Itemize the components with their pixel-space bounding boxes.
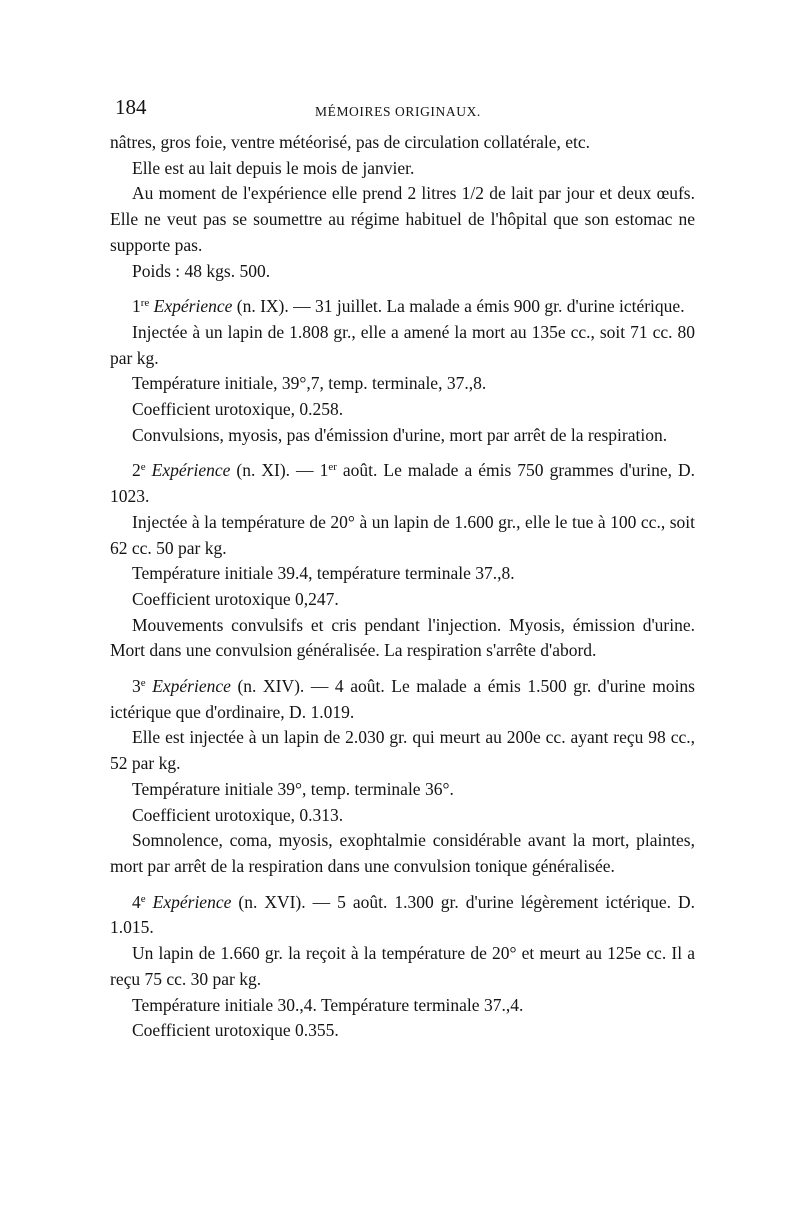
experience-heading-text: (n. IX). — 31 juillet. La malade a émis 900 gr. d'urine ictérique. bbox=[232, 296, 685, 317]
ordinal-suffix: e bbox=[140, 677, 146, 690]
experience-paragraph: Somnolence, coma, myosis, exophtalmie considérable avant la mort, plaintes, mort par arrêt de la respiration dans une convulsion tonique généralisée. bbox=[110, 830, 695, 876]
experience-paragraph: Un lapin de 1.660 gr. la reçoit à la température de 20° et meurt au 125e cc. Il a reçu 75 cc. 30 par kg. bbox=[110, 943, 695, 989]
intro-paragraph: Elle est au lait depuis le mois de janvier. bbox=[132, 157, 415, 178]
experience-paragraph: Coefficient urotoxique, 0.313. bbox=[132, 804, 344, 825]
experience-paragraph: Température initiale 39.4, température terminale 37.,8. bbox=[132, 563, 515, 584]
ordinal-suffix: e bbox=[140, 892, 146, 905]
page-number: 184 bbox=[115, 95, 147, 119]
experience-number: 3 bbox=[132, 676, 141, 697]
intro-paragraph: nâtres, gros foie, ventre météorisé, pas de circulation collatérale, etc. bbox=[110, 132, 591, 152]
experience-paragraph: Elle est injectée à un lapin de 2.030 gr. qui meurt au 200e cc. ayant reçu 98 cc., 52 par kg. bbox=[110, 727, 695, 774]
experience-heading-text: (n. XI). — 1 bbox=[230, 460, 329, 481]
experience-paragraph: Coefficient urotoxique, 0.258. bbox=[132, 399, 344, 420]
ordinal-suffix: e bbox=[140, 461, 146, 474]
experience-heading bbox=[110, 674, 695, 725]
experience-heading-text: (n. XIV). — 4 août. Le malade a émis 1.500 gr. d'urine moins ictérique que d'ordinaire, D. 1.019. bbox=[110, 676, 695, 722]
experience-paragraph: Convulsions, myosis, pas d'émission d'urine, mort par arrêt de la respiration. bbox=[132, 424, 668, 445]
experience-paragraph: Coefficient urotoxique 0.355. bbox=[132, 1020, 339, 1041]
experience-label: Expérience bbox=[153, 296, 233, 317]
experience-heading-text: (n. XVI). — 5 août. 1.300 gr. d'urine légèrement ictérique. D. 1.015. bbox=[110, 891, 696, 938]
experience-number: 2 bbox=[132, 460, 141, 481]
body-text bbox=[110, 130, 695, 1044]
running-title: MÉMOIRES ORIGINAUX. bbox=[315, 104, 481, 119]
page-header bbox=[115, 95, 700, 125]
experience-heading-text: août. Le malade a émis 750 grammes d'urine, D. 1023. bbox=[110, 460, 696, 507]
experience-number: 4 bbox=[132, 891, 141, 912]
experience-paragraph: Température initiale 30.,4. Température terminale 37.,4. bbox=[132, 994, 524, 1015]
experience-label: Expérience bbox=[152, 891, 232, 912]
experience-paragraph: Injectée à un lapin de 1.808 gr., elle a amené la mort au 135e cc., soit 71 cc. 80 par kg. bbox=[110, 321, 695, 368]
intro-paragraph: Au moment de l'expérience elle prend 2 litres 1/2 de lait par jour et deux œufs. Elle ne veut pas se soumettre au régime habituel de l'hôpital que son estomac ne supporte pas. bbox=[110, 183, 695, 255]
experience-heading bbox=[110, 458, 695, 509]
experience-paragraph: Injectée à la température de 20° à un lapin de 1.600 gr., elle le tue à 100 cc., soit 62 cc. 50 par kg. bbox=[110, 511, 695, 558]
experience-paragraph: Coefficient urotoxique 0,247. bbox=[132, 588, 339, 609]
ordinal-suffix: re bbox=[140, 297, 150, 310]
experience-label: Expérience bbox=[152, 676, 231, 697]
ordinal-suffix: er bbox=[328, 461, 337, 474]
experience-number: 1 bbox=[132, 296, 141, 317]
experience-heading bbox=[110, 890, 695, 941]
experience-heading bbox=[110, 294, 695, 320]
experience-label: Expérience bbox=[151, 460, 231, 481]
experience-paragraph: Température initiale, 39°,7, temp. terminale, 37.,8. bbox=[132, 373, 487, 394]
experience-paragraph: Température initiale 39°, temp. terminale 36°. bbox=[132, 778, 454, 799]
experience-paragraph: Mouvements convulsifs et cris pendant l'injection. Myosis, émission d'urine. Mort dans une convulsion généralisée. La respiration s'arrête d'abord. bbox=[110, 614, 695, 661]
weight-line: Poids : 48 kgs. 500. bbox=[132, 260, 271, 281]
